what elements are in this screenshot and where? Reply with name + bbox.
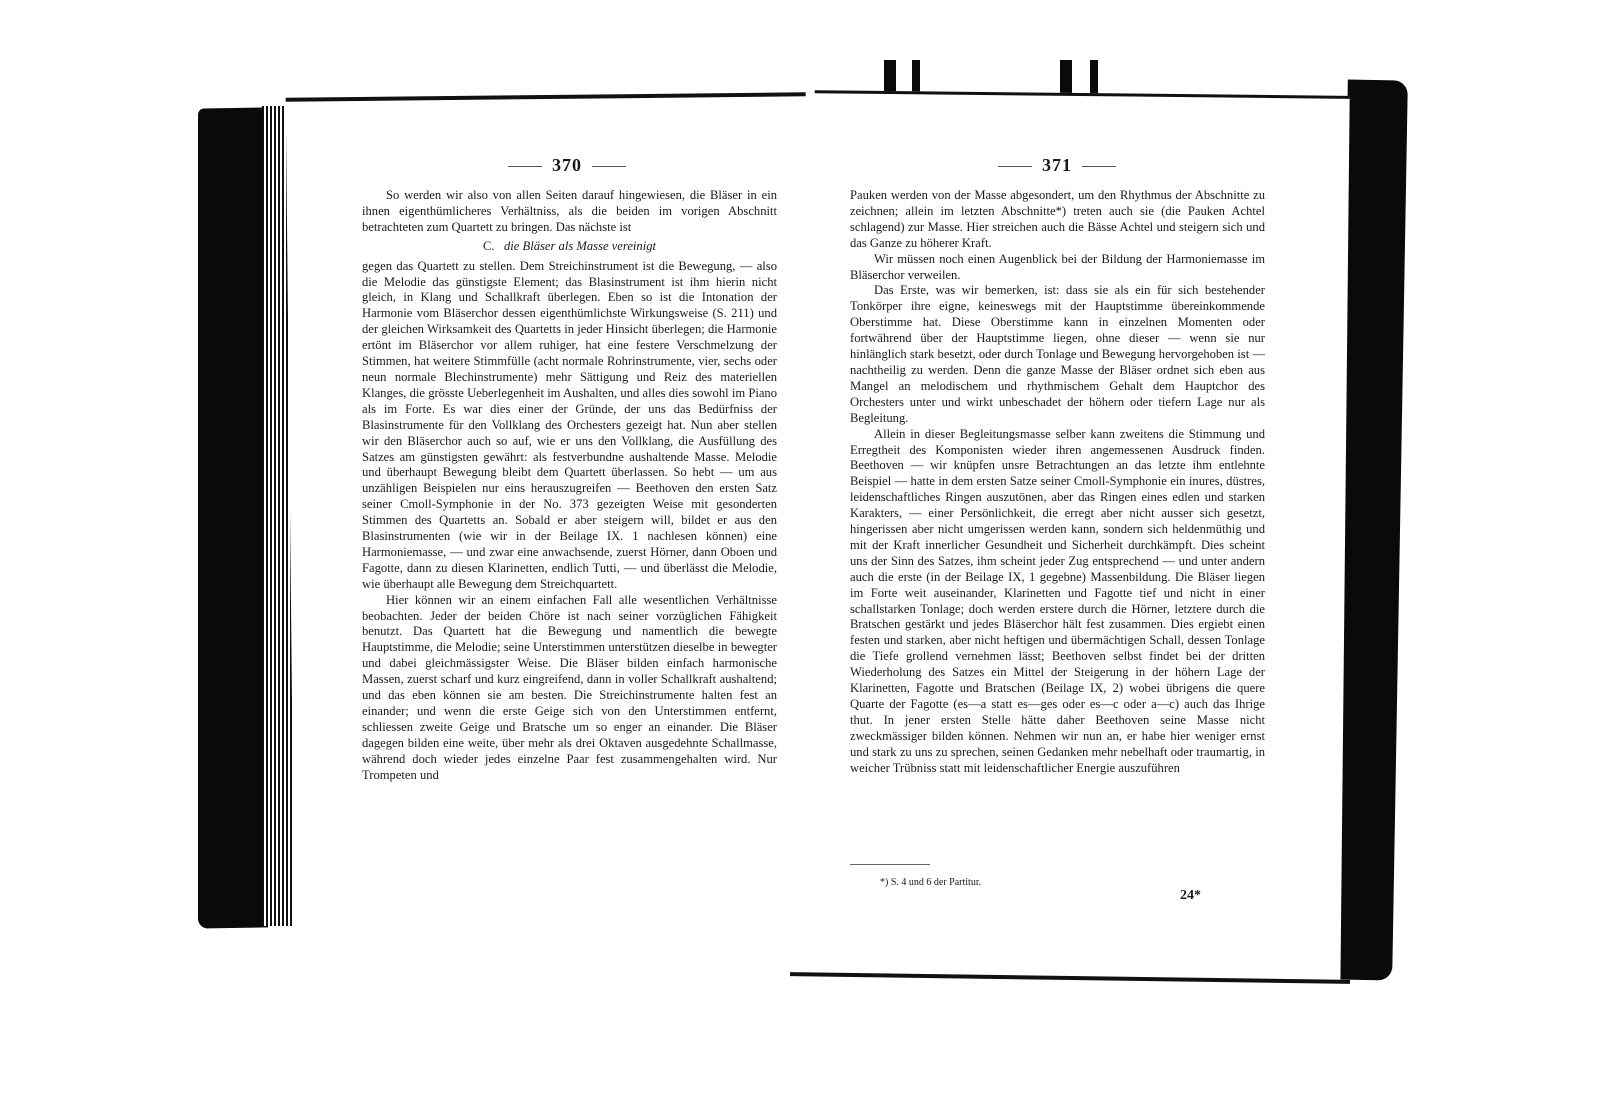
paragraph: Das Erste, was wir bemerken, ist: dass sie als ein für sich bestehender Tonkörper ihre eigne, keineswegs mit der Hauptstimme übereinkommende Oberstimme hat. Diese Oberstimme kann in einzelnen Momenten oder fortwährend über der Hauptstimme liegen, ohne dieser — wenn sie nur hinlänglich stark besetzt, oder durch Tonlage und Bewegung hervorgehoben ist — nachtheilig zu werden. Denn die ganze Masse der Bläser ordnet sich eben aus Mangel an melodischem und rhythmischem Gehalt dem Hauptchor des Orchesters unter und wirkt unbeschadet der höhern oder tiefern Lage nur als Begleitung. bbox=[850, 283, 1265, 425]
signature-mark: 24* bbox=[1180, 888, 1201, 903]
left-page-number: 370 bbox=[498, 155, 636, 176]
section-letter: C. bbox=[482, 238, 495, 253]
paragraph: Allein in dieser Begleitungsmasse selber kann zweitens die Stimmung und Erregtheit des Komponisten wieder ihren angemessenen Ausdruck finden. Beethoven — wir knüpfen unsre Betrachtungen an das letzte ihm entlehnte Beispiel — hatte in dem ersten Satze seiner Cmoll-Symphonie ein inures, düstres, leidenschaftliches Ringen auszutönen, aber das Ringen eines edlen und starken Karakters, — einer Persönlichkeit, die erregt aber nicht ausser sich gesetzt, hingerissen aber nicht umgerissen werden kann, sondern sich heldenmüthig und mit der Kraft innerlicher Gesundheit und Sicherheit durchkämpft. Dies scheint uns der Sinn des Satzes, ihm scheint jeder Zug entsprechend — und unter andern auch die erste (in der Beilage IX, 1 gegebne) Massenbildung. Die Bläser liegen im Forte weit auseinander, Klarinetten und Fagotte tief und nicht in einer schallstarken Tonlage; doch werden erstere durch die Hörner, letztere durch die Bratschen gestärkt und jedes Bläserchor hält fest zusammen. Dies ergiebt einen festen und starken, aber nicht heftigen und übermächtigen Schall, dessen Tonlage die Tiefe grollend vernehmen lässt; Beethoven selbst findet bei der dritten Wiederholung des Satzes ein Mittel der Steigerung in der höhern Lage der Klarinetten, Fagotte und Bratschen (Beilage IX, 2) wobei übrigens die quere Quarte der Fagotte (es—a statt es—ges oder es—c oder a—c) auch das Ihrige thut. In jener ersten Stelle hätte daher Beethoven seine Masse nicht zweckmässiger bilden können. Nehmen wir nun an, er habe hier weniger ernst und stark zu uns zu sprechen, seinen Gedanken mehr nebelhaft oder traumartig, in weicher Trübniss statt mit leidenschaftlicher Energie auszuführen bbox=[850, 426, 1265, 775]
paragraph: Wir müssen noch einen Augenblick bei der Bildung der Harmoniemasse im Bläserchor verweilen. bbox=[850, 251, 1265, 282]
book-cover-left bbox=[198, 107, 268, 928]
right-page-text bbox=[850, 188, 1265, 777]
paragraph: So werden wir also von allen Seiten darauf hingewiesen, die Bläser in ein ihnen eigenthümlicheres Verhältniss, als die beiden im vorigen Abschnitt betrachteten zum Quartett zu bringen. Das nächste ist bbox=[362, 188, 777, 234]
paragraph: Pauken werden von der Masse abgesondert, um den Rhythmus der Abschnitte zu zeichnen; allein im letzten Abschnitte*) treten auch sie (die Pauken Achtel schlagend) zur Masse. Hier streichen auch die Bässe Achtel und steigern sich und das Ganze zu höherer Kraft. bbox=[850, 188, 1265, 250]
page-tab-mark bbox=[1090, 60, 1098, 94]
paragraph: gegen das Quartett zu stellen. Dem Streichinstrument ist die Bewegung, — also die Melodie das günstigste Element; das Blasinstrument ist ihm hierin nicht gleich, in Klang und Schallkraft überlegen. Eben so ist die Intonation der Harmonie vom Bläserchor dessen eigenthümlichste Wirkungsweise (S. 211) und der gleichen Wirksamkeit des Quartetts in jeder Hinsicht überlegen; die Harmonie ertönt im Bläserchor vor allem ruhiger, hat eine festere Verschmelzung der Stimmen, hat weitere Stimmfülle (acht normale Rohrinstrumente, vier, sechs oder neun normale Blechinstrumente) mehr Sättigung und Reiz des materiellen Klanges, die grösste Ueberlegenheit im Aushalten, und alles dies sowohl im Piano als im Forte. Es war dies einer der Gründe, der uns das Bedürfniss der Blasinstrumente für den Vollklang des Orchesters gezeigt hat. Nun aber stellen wir den Bläserchor auch so auf, wie er uns den Vollklang, die Ausfüllung des Satzes am günstigsten gewährt: als festverbundne aushaltende Masse. Melodie und überhaupt Bewegung bleibt dem Quartett überlassen. So hebt — um aus unzähligen Beispielen nur eins herauszugreifen — Beethoven den ersten Satz seiner Cmoll-Symphonie in der No. 373 gezeigten Weise mit gesonderten Stimmen des Quartetts an. Sobald er aber steigern will, bildet er aus den Blasinstrumenten (wie wir in der Beilage IX. 1 nachlesen können) eine Harmoniemasse, — und zwar eine anwachsende, zuerst Hörner, dann Oboen und Fagotte, dann zu diesen Klarinetten, endlich Tutti, — und überlässt die Melodie, wie überhaupt alle Bewegung dem Streichquartett. bbox=[362, 258, 777, 591]
left-page-text bbox=[362, 188, 777, 784]
section-heading bbox=[362, 239, 777, 255]
page-tab-mark bbox=[912, 60, 920, 94]
page-tab-mark bbox=[884, 60, 896, 94]
paragraph: Hier können wir an einem einfachen Fall alle wesentlichen Verhältnisse beobachten. Jeder der beiden Chöre ist nach seiner vorzüglichen Fähigkeit benutzt. Das Quartett hat die Bewegung und namentlich die bewegte Hauptstimme, die Melodie; seine Unterstimmen unterstützen dieselbe in bewegter und dabei gleichmässigster Weise. Die Bläser bilden einfach harmonische Massen, zuerst scharf und kurz eingreifend, dann in voller Schallkraft aushaltend; und das eben können sie am besten. Die Streichinstrumente halten fest an einander; und wenn die erste Geige sich von den Unterstimmen entfernt, schliessen zweite Geige und Bratsche um so enger an einander. Die Bläser dagegen bilden eine weite, über mehr als drei Oktaven ausgedehnte Schallmasse, während doch wieder jedes einzelne Paar fest zusammengehalten wird. Nur Trompeten und bbox=[362, 592, 777, 782]
footnote-rule bbox=[850, 864, 930, 865]
section-title: die Bläser als Masse vereinigt bbox=[503, 238, 657, 253]
page-tab-mark bbox=[1060, 60, 1072, 94]
right-page-number: 371 bbox=[988, 155, 1126, 176]
footnote: *) S. 4 und 6 der Partitur. bbox=[880, 877, 982, 888]
